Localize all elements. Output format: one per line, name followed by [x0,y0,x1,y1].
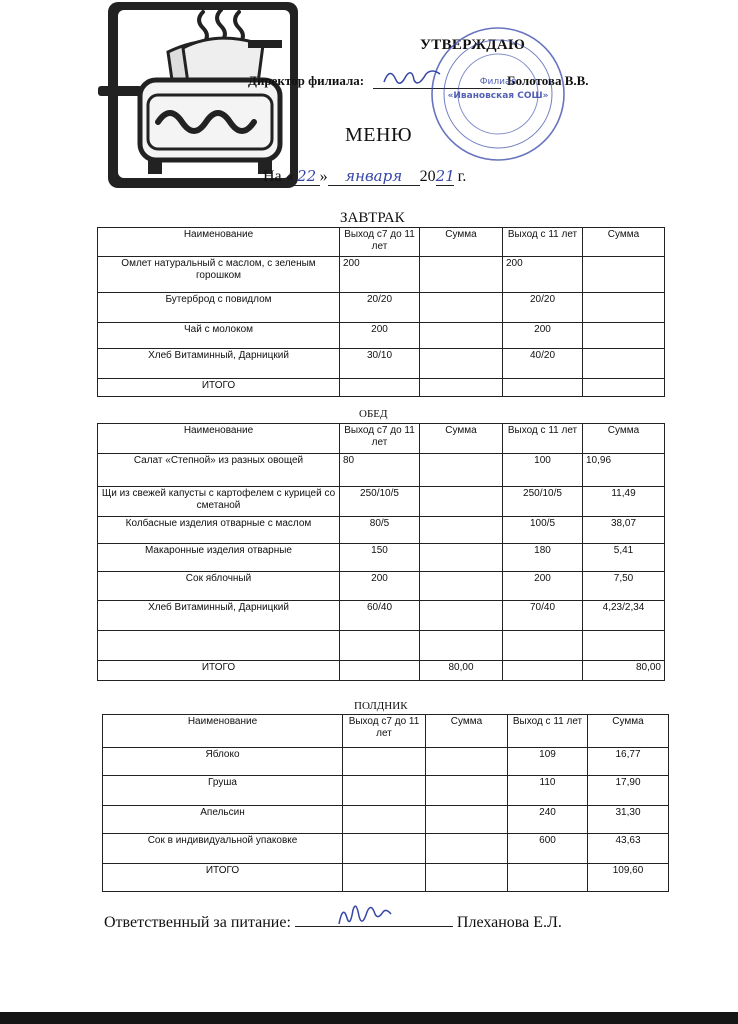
lunch-table [97,423,665,681]
table-row: Апельсин 240 31,30 [103,806,669,834]
lunch-title: ОБЕД [359,408,388,420]
table-row: Щи из свежей капусты с картофелем с курицей со сметаной 250/10/5 250/10/5 11,49 [98,487,665,517]
snack-title: ПОЛДНИК [354,700,408,712]
director-name: Болотова В.В. [507,73,589,88]
column-header: Наименование [98,228,340,257]
footer-label: Ответственный за питание: [104,914,291,931]
table-row: Хлеб Витаминный, Дарницкий 30/10 40/20 [98,349,665,379]
scan-edge [0,1012,738,1024]
table-row: Яблоко 109 16,77 [103,748,669,776]
stamp-text-1: Филиал [479,77,517,87]
menu-date: На « 22 » января 2021 г. [263,167,467,185]
column-header: Сумма [583,424,665,454]
column-header: Выход с 11 лет [503,228,583,257]
footer-name: Плеханова Е.Л. [456,914,562,931]
total-row: ИТОГО 109,60 [103,864,669,892]
column-header: Сумма [420,424,503,454]
page-title: МЕНЮ [345,124,412,146]
breakfast-title: ЗАВТРАК [340,210,405,226]
column-header: Наименование [103,715,343,748]
signature-icon [335,900,395,930]
date-day: 22 [294,167,320,186]
table-row: Колбасные изделия отварные с маслом 80/5 100/5 38,07 [98,517,665,544]
table-row: Макаронные изделия отварные 150 180 5,41 [98,544,665,572]
column-header: Сумма [426,715,508,748]
table-row: Сок яблочный 200 200 7,50 [98,572,665,601]
table-row: Омлет натуральный с маслом, с зеленым горошком 200 200 [98,257,665,293]
table-row: Хлеб Витаминный, Дарницкий 60/40 70/40 4,23/2,34 [98,601,665,631]
date-month: января [328,167,420,186]
total-row: ИТОГО [98,379,665,397]
column-header: Выход с7 до 11 лет [340,228,420,257]
column-header: Выход с7 до 11 лет [340,424,420,454]
table-row: Салат «Степной» из разных овощей 80 100 10,96 [98,454,665,487]
column-header: Наименование [98,424,340,454]
round-seal-icon [428,24,568,164]
table-row: Груша 110 17,90 [103,776,669,806]
column-header: Сумма [420,228,503,257]
snack-table [102,714,669,892]
table-row: Чай с молоком 200 200 [98,323,665,349]
column-header: Выход с 11 лет [508,715,588,748]
breakfast-table [97,227,665,397]
table-row: Бутерброд с повидлом 20/20 20/20 [98,293,665,323]
table-row [98,631,665,661]
column-header: Сумма [583,228,665,257]
stamp-text-2: «Ивановская СОШ» [447,91,549,101]
toaster-icon [88,0,303,190]
column-header: Сумма [588,715,669,748]
footer-responsible [104,912,562,932]
column-header: Выход с 11 лет [503,424,583,454]
director-label: Директор филиала: [248,73,365,88]
date-year: 21 [435,167,455,185]
total-row: ИТОГО 80,00 80,00 [98,661,665,681]
approve-heading: УТВЕРЖДАЮ [420,37,526,53]
table-row: Сок в индивидуальной упаковке 600 43,63 [103,834,669,864]
column-header: Выход с7 до 11 лет [343,715,426,748]
